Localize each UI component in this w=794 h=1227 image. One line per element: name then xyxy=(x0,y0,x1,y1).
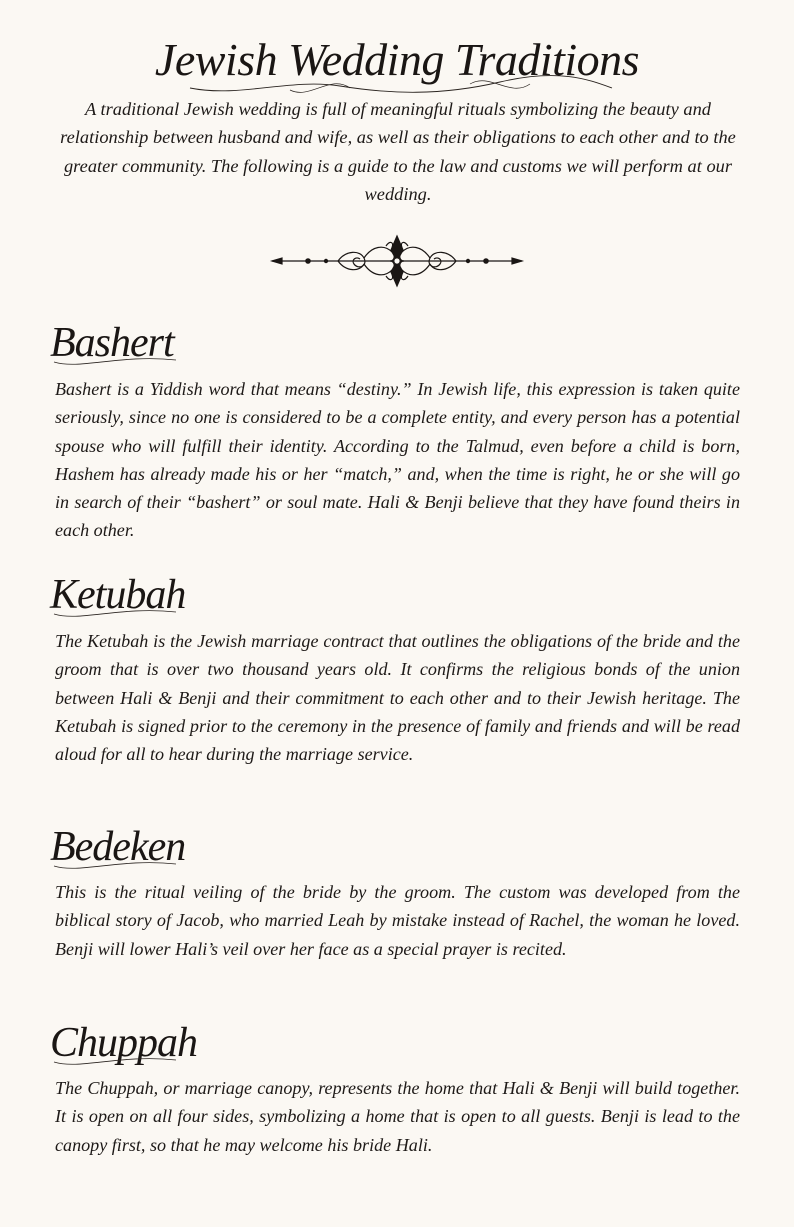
section-heading-ketubah: Ketubah xyxy=(50,572,186,618)
section-heading-bashert: Bashert xyxy=(50,320,174,366)
section-body-bashert: Bashert is a Yiddish word that means “destiny.” In Jewish life, this expression is taken quite seriously, since no one is considered to be a complete entity, and every person has a potential spouse who will fulfill their identity. According to the Talmud, even before a child is born, Hashem has already made his or her “match,” and, when the time is right, he or she will go in search of their “bashert” or soul mate. Hali & Benji believe that they have found theirs in each other. xyxy=(55,379,740,541)
section-heading-bedeken: Bedeken xyxy=(50,824,186,870)
section-heading-chuppah: Chuppah xyxy=(50,1020,198,1066)
section-body-bedeken: This is the ritual veiling of the bride by the groom. The custom was developed from the biblical story of Jacob, who married Leah by mistake instead of Rachel, the woman he loved. Benji will lower Hali’s veil over her face as a special prayer is recited. xyxy=(55,882,740,959)
intro-paragraph: A traditional Jewish wedding is full of meaningful rituals symbolizing the beauty and relationship between husband and wife, as well as their obligations to each other and to the greater community. The following is a guide to the law and customs we will perform at our wedding. xyxy=(60,99,736,204)
page-title: Jewish Wedding Traditions xyxy=(154,34,640,85)
section-body-chuppah: The Chuppah, or marriage canopy, represents the home that Hali & Benji will build together. It is open on all four sides, symbolizing a home that is open to all guests. Benji is lead to the canopy first, so that he may welcome his bride Hali. xyxy=(55,1078,740,1155)
ornamental-divider-icon xyxy=(268,232,526,290)
section-body-ketubah: The Ketubah is the Jewish marriage contract that outlines the obligations of the bride and the groom that is over two thousand years old. It confirms the religious bonds of the union between Hali & Benji and their commitment to each other and to their Jewish heritage. The Ketubah is signed prior to the ceremony in the presence of family and friends and will be read aloud for all to hear during the marriage service. xyxy=(55,631,740,765)
